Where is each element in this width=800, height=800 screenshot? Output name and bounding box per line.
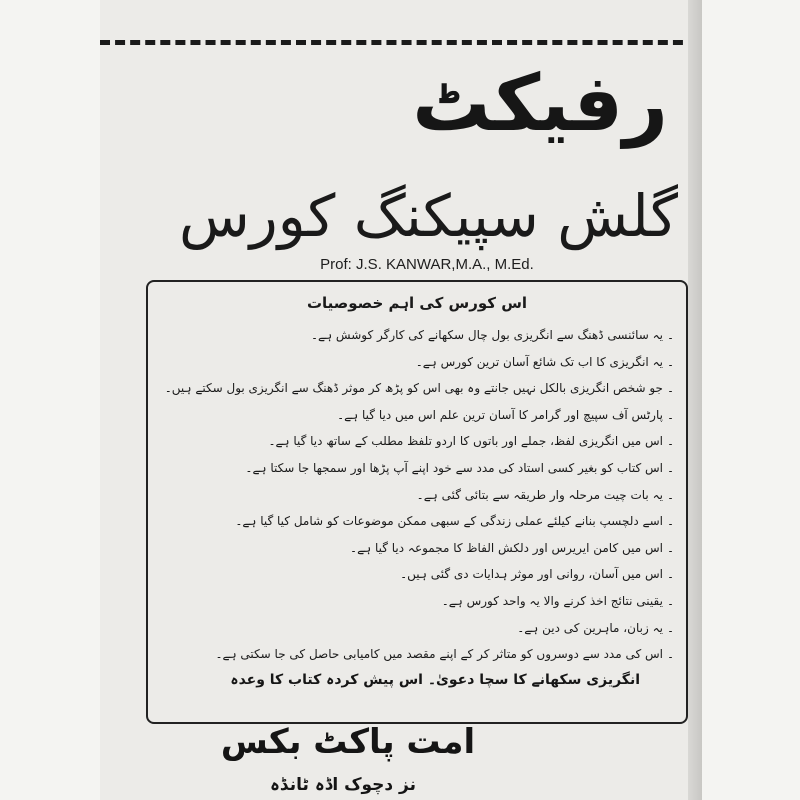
book-spine-edge: [688, 0, 702, 800]
feature-item: ۔اس میں آسان، روانی اور موثر ہدایات دی گئی ہیں۔: [162, 561, 674, 588]
promo-line: انگریزی سکھانے کا سچا دعویٰ۔ اس پیش کردہ کتاب کا وعدہ: [230, 672, 640, 688]
feature-item: ۔یہ سائنسی ڈھنگ سے انگریزی بول چال سکھانے کی کارگر کوشش ہے۔: [162, 322, 674, 349]
feature-item: ۔اس کتاب کو بغیر کسی استاد کی مدد سے خود اپنے آپ پڑھا اور سمجھا جا سکتا ہے۔: [162, 455, 674, 482]
bullet-icon: ۔: [666, 407, 674, 422]
bullet-icon: ۔: [666, 434, 674, 449]
bullet-icon: ۔: [666, 460, 674, 475]
author-credit: Prof: J.S. KANWAR,M.A., M.Ed.: [320, 256, 534, 273]
feature-item: ۔اس میں انگریزی لفظ، جملے اور باتوں کا اردو تلفظ مطلب کے ساتھ دیا گیا ہے۔: [162, 428, 674, 455]
bullet-icon: ۔: [666, 354, 674, 369]
features-heading: اس کورس کی اہم خصوصیات: [306, 294, 528, 312]
book-back-cover: [100, 0, 698, 800]
feature-item: ۔جو شخص انگریزی بالکل نہیں جانتے وہ بھی اس کو پڑھ کر موثر ڈھنگ سے انگریزی بول سکتے ہیں۔: [162, 375, 674, 402]
publisher-name: امت پاکٹ بکس: [220, 722, 476, 762]
feature-item: ۔یقینی نتائج اخذ کرنے والا یہ واحد کورس ہے۔: [162, 588, 674, 615]
bullet-icon: ۔: [666, 620, 674, 635]
feature-item: ۔اس میں کامن ایریرس اور دلکش الفاظ کا مجموعہ دیا گیا ہے۔: [162, 535, 674, 562]
feature-item: ۔اسے دلچسپ بنانے کیلئے عملی زندگی کے سبھی ممکن موضوعات کو شامل کیا گیا ہے۔: [162, 508, 674, 535]
feature-item: ۔پارٹس آف سپیچ اور گرامر کا آسان ترین علم اس میں دیا گیا ہے۔: [162, 402, 674, 429]
feature-item: ۔یہ زبان، ماہرین کی دین ہے۔: [162, 615, 674, 642]
cover-title: رفیکٹ: [412, 59, 668, 149]
bullet-icon: ۔: [666, 540, 674, 555]
bullet-icon: ۔: [666, 514, 674, 529]
bullet-icon: ۔: [666, 328, 674, 342]
features-box: [146, 280, 688, 724]
bullet-icon: ۔: [666, 647, 674, 662]
feature-item: ۔اس کی مدد سے دوسروں کو متاثر کر کے اپنے مقصد میں کامیابی حاصل کی جا سکتی ہے۔: [162, 641, 674, 668]
features-list: [162, 322, 674, 668]
cover-subtitle: گلش سپیکنگ کورس: [178, 182, 678, 250]
bullet-icon: ۔: [666, 487, 674, 502]
feature-item: ۔یہ بات چیت مرحلہ وار طریقہ سے بتائی گئی ہے۔: [162, 482, 674, 509]
feature-item: ۔یہ انگریزی کا اب تک شائع آسان ترین کورس ہے۔: [162, 349, 674, 376]
bullet-icon: ۔: [666, 567, 674, 582]
bullet-icon: ۔: [666, 381, 674, 396]
bullet-icon: ۔: [666, 593, 674, 608]
publisher-address: نز دچوک اڈہ ٹانڈہ: [269, 775, 417, 795]
dashed-rule: [100, 40, 698, 45]
